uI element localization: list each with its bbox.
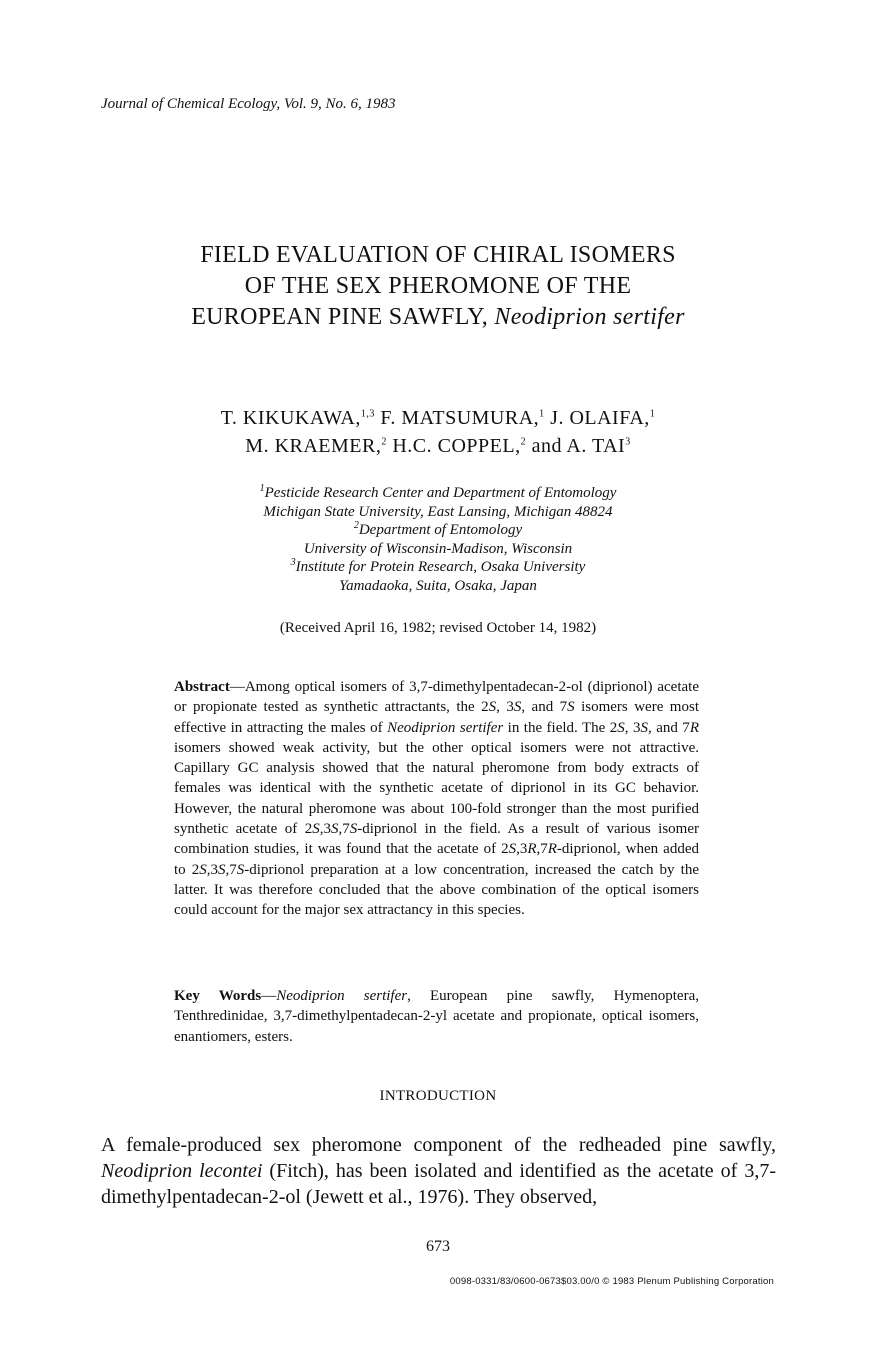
species-name: Neodiprion sertifer — [494, 304, 685, 330]
abstract-italic-run: R — [527, 841, 537, 858]
abstract-italic-run: S — [330, 821, 339, 838]
abstract-italic-run: S — [312, 821, 320, 838]
species-name: Neodiprion lecontei — [101, 1160, 263, 1182]
affiliation-line: University of Wisconsin-Madison, Wisconsin — [303, 540, 573, 557]
author-affil-mark: 3 — [625, 436, 631, 448]
author-affil-mark: 1 — [649, 408, 656, 420]
section-heading-introduction: INTRODUCTION — [379, 1088, 497, 1104]
abstract-italic-run: S — [488, 699, 497, 716]
affiliations — [0, 484, 876, 596]
abstract-body — [174, 679, 699, 918]
author: F. MATSUMURA, — [380, 407, 540, 429]
key-words — [174, 986, 699, 1047]
author-affil-mark: 1,3 — [360, 408, 375, 420]
author-affil-mark: 2 — [520, 436, 527, 448]
abstract-text-run: , and 7 — [521, 699, 568, 716]
affiliation-line: $^2$Department of Entomology — [353, 520, 523, 539]
abstract-text-run: -diprionol in the field. As a result of various isomer combination studies, it was found that the acetate of 2 — [174, 821, 699, 858]
title-line-2: OF THE SEX PHEROMONE OF THE — [244, 273, 632, 299]
abstract-dash: — — [229, 679, 245, 695]
author-affil-mark: 2 — [381, 436, 387, 448]
abstract-italic-run: R — [689, 719, 699, 736]
affiliation-line: Yamadaoka, Suita, Osaka, Japan — [339, 577, 537, 594]
abstract-italic-run: S — [236, 861, 245, 878]
author-line-2 — [0, 432, 876, 460]
abstract — [174, 677, 699, 921]
abstract-text-run: ,7 — [338, 821, 350, 838]
abstract-text-run: , 3 — [496, 699, 514, 716]
abstract-text-run: isomers were most effective in attracting the males of — [174, 699, 699, 736]
author-conjunction: and — [531, 435, 562, 457]
title-line-3 — [0, 302, 876, 333]
keywords-species: Neodiprion sertifer — [276, 988, 408, 1004]
abstract-text-run: in the field. The 2 — [503, 719, 618, 736]
abstract-italic-run: S — [513, 699, 522, 716]
author-list — [0, 404, 876, 460]
abstract-label: Abstract — [174, 679, 230, 695]
keywords-dash: — — [261, 988, 277, 1004]
author: T. KIKUKAWA, — [220, 407, 361, 429]
received-dates: (Received April 16, 1982; revised October 14, 1982) — [279, 620, 597, 636]
copyright-footer: 0098-0331/83/0600-0673$03.00/0 © 1983 Plenum Publishing Corporation — [449, 1276, 774, 1287]
abstract-text-run: , 3 — [624, 719, 641, 736]
author: A. TAI — [566, 435, 626, 457]
paper-title — [0, 240, 876, 333]
abstract-text-run: -diprionol, when added to 2 — [174, 841, 699, 878]
author: H.C. COPPEL, — [392, 435, 521, 457]
author: J. OLAIFA, — [550, 407, 650, 429]
abstract-text-run: isomers showed weak activity, but the other optical isomers were not attractive. Capillary GC analysis showed that the natural pheromone from body extracts of females was identical with the synthetic acetate of diprionol in its GC behavior. However, the natural pheromone was about 100-fold stronger than the most purified synthetic acetate of 2 — [174, 739, 699, 838]
affiliation-line: Michigan State University, East Lansing, Michigan 48824 — [263, 503, 613, 520]
affiliation-line: $^3$Institute for Protein Research, Osaka University — [290, 557, 586, 576]
abstract-italic-run: S — [218, 861, 226, 878]
abstract-italic-run: S — [199, 861, 207, 878]
affiliation-line: $^1$Pesticide Research Center and Department of Entomology — [259, 483, 617, 501]
abstract-italic-run: S — [617, 719, 625, 736]
title-line-3-plain: EUROPEAN PINE SAWFLY, — [191, 304, 495, 330]
abstract-text-run: , and 7 — [647, 719, 690, 736]
keywords-label: Key Words — [174, 988, 262, 1004]
body-paragraph: A female-produced sex pheromone component of the redheaded pine sawfly, Neodiprion lecontei (Fitch), has been isolated and identified as the acetate of 3,7-dimethylpentadecan-2-ol (Jewett et al., 1976). They observed, — [101, 1134, 776, 1208]
author-affil-mark: 1 — [539, 408, 545, 420]
abstract-text-run: ,3 — [516, 841, 528, 858]
abstract-italic-run: S — [349, 821, 358, 838]
abstract-italic-run: S — [508, 841, 517, 858]
abstract-italic-run: R — [547, 841, 557, 858]
abstract-italic-run: Neodiprion sertifer — [387, 719, 504, 736]
journal-citation: Journal of Chemical Ecology, Vol. 9, No. 6, 1983 — [101, 96, 396, 112]
abstract-text-run: ,7 — [536, 841, 548, 858]
abstract-text-run: ,3 — [319, 821, 331, 838]
abstract-text-run: Among optical isomers of 3,7-dimethylpentadecan-2-ol (diprionol) acetate or propionate tested as synthetic attractants, the 2 — [174, 679, 699, 716]
author-line-1 — [0, 404, 876, 432]
page-number: 673 — [426, 1238, 450, 1255]
abstract-text-run: -diprionol preparation at a low concentration, increased the catch by the latter. It was therefore concluded that the above combination of the optical isomers could account for the major sex attractancy in this species. — [174, 861, 699, 919]
abstract-text-run: ,7 — [225, 861, 237, 878]
abstract-italic-run: S — [640, 719, 648, 736]
abstract-italic-run: S — [567, 699, 575, 716]
title-line-1: FIELD EVALUATION OF CHIRAL ISOMERS — [200, 242, 676, 268]
abstract-text-run: ,3 — [206, 861, 219, 878]
author: M. KRAEMER, — [245, 435, 382, 457]
keywords-rest: , European pine sawfly, Hymenoptera, Tenthredinidae, 3,7-dimethylpentadecan-2-yl acetate and propionate, optical isomers, enantiomers, esters. — [174, 988, 699, 1045]
